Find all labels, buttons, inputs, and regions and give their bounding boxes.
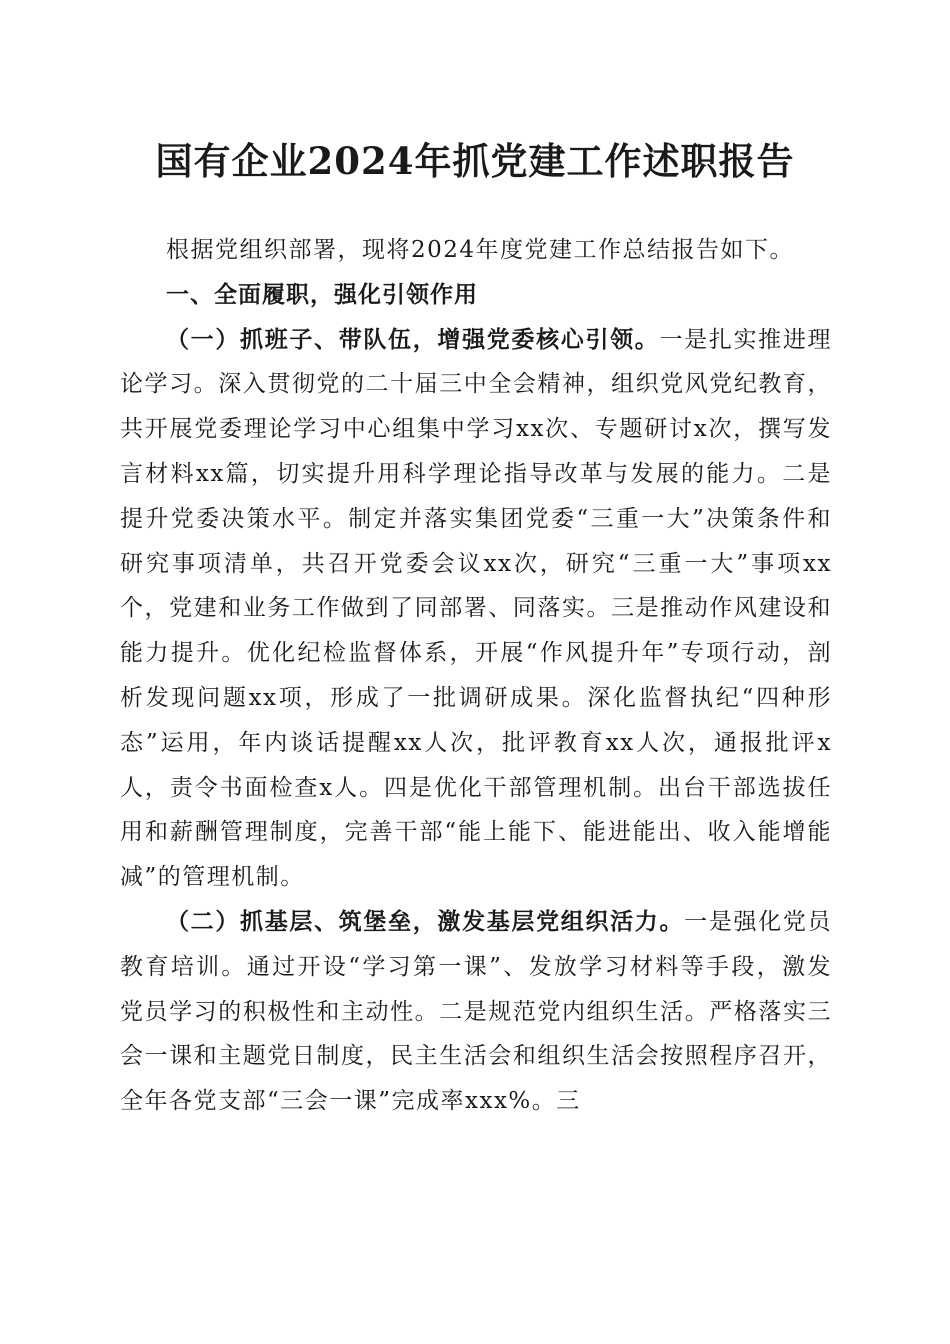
paragraph-1: [120, 318, 832, 900]
paragraph-1-lead: （一）抓班子、带队伍，增强党委核心引领。: [166, 325, 660, 353]
document-title: 国有企业2024年抓党建工作述职报告: [155, 139, 795, 183]
paragraph-2: [120, 900, 832, 1124]
document-body: [120, 228, 832, 1124]
paragraph-1-text: 一是扎实推进理论学习。深入贯彻党的二十届三中全会精神，组织党风党纪教育，共开展党委理论学习中心组集中学习xx次、专题研讨x次，撰写发言材料xx篇，切实提升用科学理论指导改革与发展的能力。二是提升党委决策水平。制定并落实集团党委“三重一大”决策条件和研究事项清单，共召开党委会议xx次，研究“三重一大”事项xx个，党建和业务工作做到了同部署、同落实。三是推动作风建设和能力提升。优化纪检监督体系，开展“作风提升年”专项行动，剖析发现问题xx项，形成了一批调研成果。深化监督执纪“四种形态”运用，年内谈话提醒xx人次，批评教育xx人次，通报批评x人，责令书面检查x人。四是优化干部管理机制。出台干部选拔任用和薪酬管理制度，完善干部“能上能下、能进能出、收入能增能减”的管理机制。: [120, 326, 833, 891]
section-heading-1: 一、全面履职，强化引领作用: [166, 281, 478, 308]
paragraph-2-text: 一是强化党员教育培训。通过开设“学习第一课”、发放学习材料等手段，激发党员学习的积极性和主动性。二是规范党内组织生活。严格落实三会一课和主题党日制度，民主生活会和组织生活会按照程序召开，全年各党支部“三会一课”完成率xxx%。三: [120, 908, 833, 1115]
intro-paragraph: 根据党组织部署，现将2024年度党建工作总结报告如下。: [166, 237, 795, 263]
paragraph-2-lead: （二）抓基层、筑堡垒，激发基层党组织活力。: [166, 907, 685, 935]
